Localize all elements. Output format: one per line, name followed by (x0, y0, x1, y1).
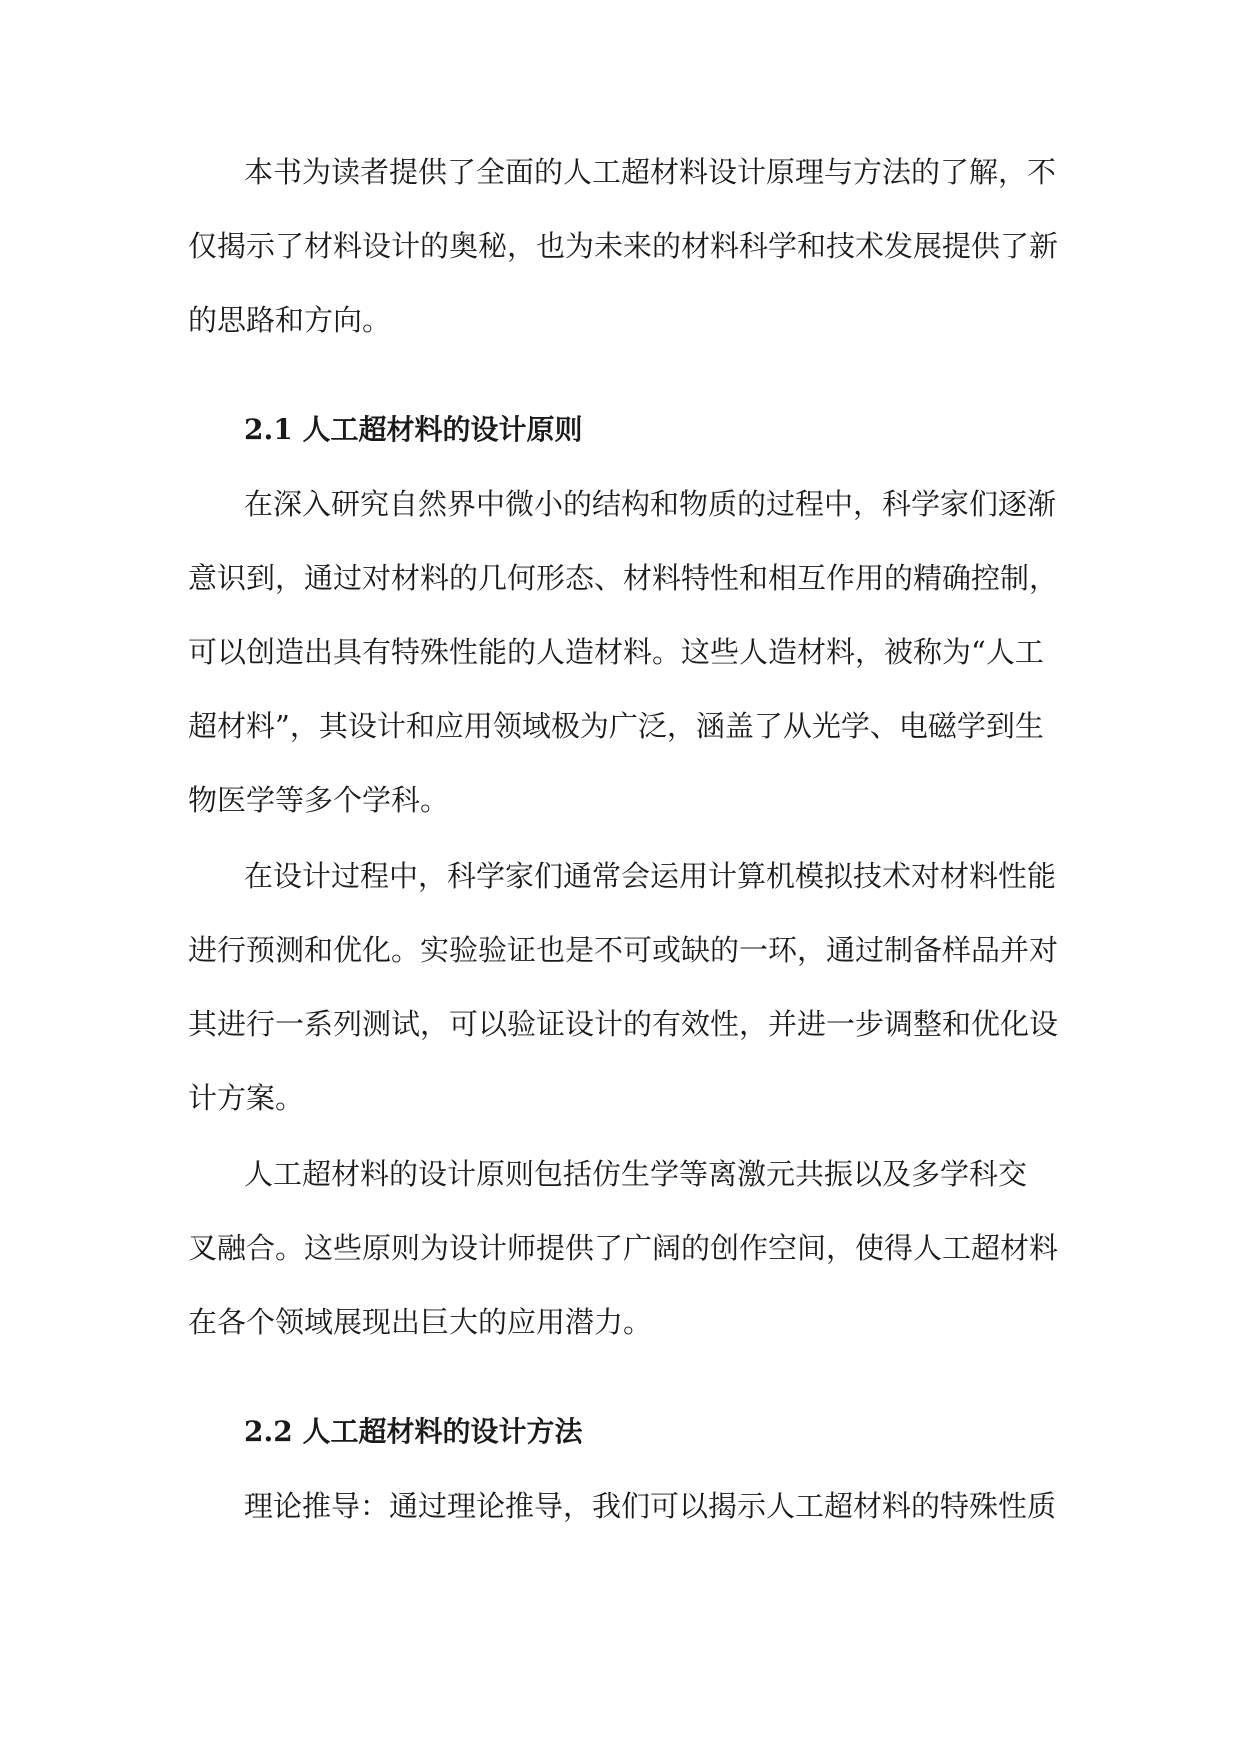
s21-p3-line-3: 在各个领域展现出巨大的应用潜力。 (188, 1305, 653, 1339)
s21-p1-line-2: 意识到，通过对材料的几何形态、材料特性和相互作用的精确控制， (188, 561, 1059, 595)
intro-line-3: 的思路和方向。 (188, 303, 392, 337)
s21-p2-line-4: 计方案。 (188, 1081, 305, 1115)
intro-line-1: 本书为读者提供了全面的人工超材料设计原理与方法的了解，不 (244, 155, 1057, 189)
s21-p1-line-3: 可以创造出具有特殊性能的人造材料。这些人造材料，被称为“人工 (188, 635, 1044, 669)
s21-p2-line-1: 在设计过程中，科学家们通常会运用计算机模拟技术对材料性能 (244, 859, 1057, 893)
s21-p1-line-5: 物医学等多个学科。 (188, 783, 450, 817)
intro-line-2: 仅揭示了材料设计的奥秘，也为未来的材料科学和技术发展提供了新 (188, 229, 1059, 263)
section-heading-2-2: 2.2 人工超材料的设计方法 (244, 1415, 583, 1448)
section-heading-2-1: 2.1 人工超材料的设计原则 (244, 413, 583, 446)
s21-p2-line-2: 进行预测和优化。实验验证也是不可或缺的一环，通过制备样品并对 (188, 933, 1059, 967)
s21-p2-line-3: 其进行一系列测试，可以验证设计的有效性，并进一步调整和优化设 (188, 1007, 1059, 1041)
s22-p1-line-1: 理论推导：通过理论推导，我们可以揭示人工超材料的特殊性质 (244, 1489, 1057, 1523)
s21-p1-line-4: 超材料”，其设计和应用领域极为广泛，涵盖了从光学、电磁学到生 (188, 709, 1044, 743)
s21-p3-line-1: 人工超材料的设计原则包括仿生学等离激元共振以及多学科交 (244, 1157, 1028, 1191)
s21-p1-line-1: 在深入研究自然界中微小的结构和物质的过程中，科学家们逐渐 (244, 487, 1057, 521)
s21-p3-line-2: 叉融合。这些原则为设计师提供了广阔的创作空间，使得人工超材料 (188, 1231, 1059, 1265)
